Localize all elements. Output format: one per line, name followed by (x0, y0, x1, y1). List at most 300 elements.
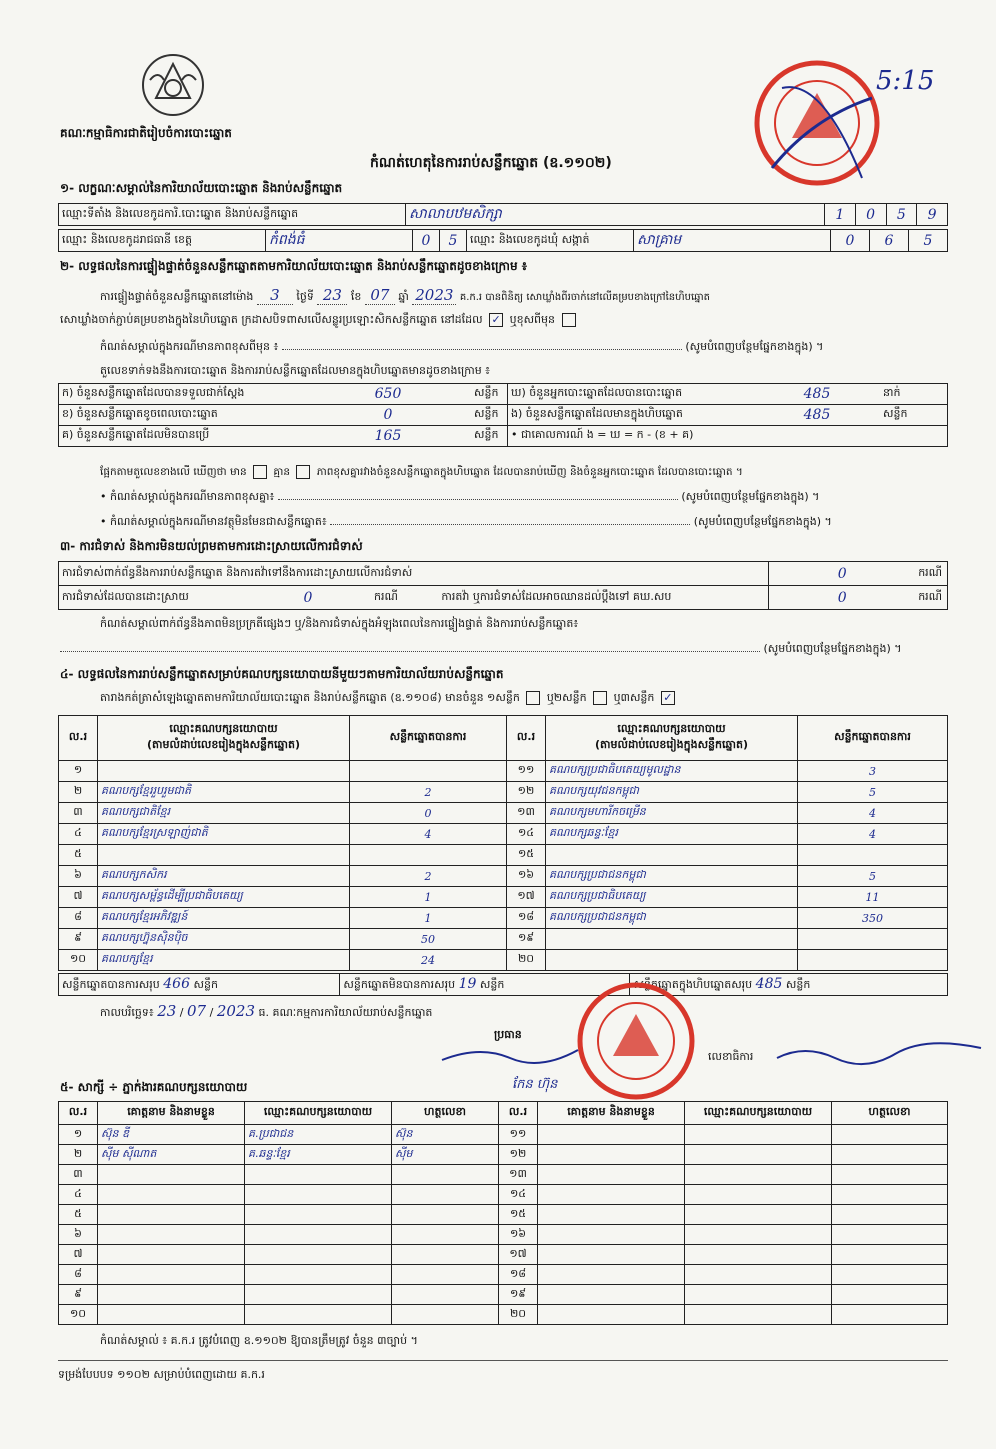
results-party-left: គណបក្សខ្មែរអភិវឌ្ឍន៍ (98, 908, 350, 929)
section3-fill (60, 642, 902, 658)
witness-party-right (685, 1285, 832, 1305)
different-checkbox[interactable] (562, 313, 576, 327)
formula-note: • ជាគោលការណ៍ ង = ឃ = ក - (ខ + គ) (508, 426, 948, 447)
total-box-value: 485 (755, 975, 783, 992)
note1-label: កំណត់សម្គាល់ក្នុងករណីមានភាពខុសពីមុន ៖ (100, 340, 279, 353)
witness-party-left (245, 1205, 392, 1225)
w-col-sig-right: ហត្ថលេខា (832, 1102, 948, 1125)
witness-sig-right (832, 1165, 948, 1185)
witness-no-left: ៩ (59, 1285, 98, 1305)
witness-party-left (245, 1185, 392, 1205)
witness-row (59, 1285, 948, 1305)
section2-line1 (100, 286, 710, 306)
bullet1-fill: (សូមបំពេញបន្ថែមផ្នែកខាងក្នុង) ។ (681, 490, 820, 503)
witness-name-right (538, 1285, 685, 1305)
count-a-label: ក) ចំនួនសន្លឹកឆ្នោតដែលបានទទួលជាក់ស្តែង (59, 384, 306, 405)
objection-row2-unit-text: ករណី (374, 589, 398, 603)
witness-name-left (98, 1265, 245, 1285)
results-votes-left: 4 (350, 824, 507, 845)
row1-value: សាលាបឋមសិក្សា (406, 204, 825, 226)
row1-code-2: 0 (855, 204, 886, 226)
stamp-time-note: 5:15 (876, 66, 935, 96)
section2-line2 (60, 313, 579, 329)
col-no-right: ល.រ (507, 716, 546, 761)
witness-name-left: ស៊ុន ឌី (98, 1125, 245, 1145)
date-line: កាលបរិច្ឆេទ៖ 23 / 07 / 2023 ធ. គណៈកម្មការការិយាល័យរាប់សន្លឹកឆ្នោត (100, 1002, 433, 1020)
witness-sig-left (392, 1205, 499, 1225)
results-no-right: ១២ (507, 782, 546, 803)
witness-no-right: ១៩ (499, 1285, 538, 1305)
section1-table-row2 (58, 229, 948, 252)
total-valid-unit: សន្លឹក (193, 977, 218, 991)
results-party-left: គណបក្សជាតិខ្មែរ (98, 803, 350, 824)
section2-bullet1 (100, 490, 819, 506)
total-invalid-value: 19 (458, 975, 477, 992)
witness-sig-left (392, 1265, 499, 1285)
date-label: កាលបរិច្ឆេទ៖ (100, 1006, 154, 1019)
official-stamp-top (752, 58, 882, 188)
date-year: 2023 (216, 1002, 255, 1020)
total-box-unit: សន្លឹក (785, 977, 811, 991)
col-no-left: ល.រ (59, 716, 98, 761)
witness-name-right (538, 1265, 685, 1285)
witness-no-right: ១១ (499, 1125, 538, 1145)
total-valid (59, 974, 340, 996)
objection-row1-unit: ករណី (915, 562, 947, 586)
results-votes-right: 3 (798, 761, 948, 782)
results-no-right: ២០ (507, 950, 546, 971)
witness-sig-right (832, 1285, 948, 1305)
witness-sig-left (392, 1185, 499, 1205)
results-votes-right: 5 (798, 866, 948, 887)
results-row (59, 908, 948, 929)
count-d-unit: នាក់ (880, 384, 948, 405)
witness-no-left: ៥ (59, 1205, 98, 1225)
results-row (59, 929, 948, 950)
date-day: 23 (157, 1002, 177, 1020)
counts-table (58, 383, 948, 447)
witness-no-right: ១៥ (499, 1205, 538, 1225)
witness-name-left (98, 1185, 245, 1205)
results-no-right: ១៥ (507, 845, 546, 866)
results-votes-left: 24 (350, 950, 507, 971)
objection-row2-value: 0 (245, 586, 371, 610)
results-no-left: ៧ (59, 887, 98, 908)
results-votes-right: 350 (798, 908, 948, 929)
witness-party-right (685, 1165, 832, 1185)
results-party-left: គណបក្សខ្មែររួបរួមជាតិ (98, 782, 350, 803)
witness-name-left (98, 1285, 245, 1305)
results-body (59, 761, 948, 971)
col-votes-right: សន្លឹកឆ្នោតបានការ (798, 716, 948, 761)
has-difference-checkbox[interactable] (253, 465, 267, 479)
section4-heading: ៤- លទ្ធផលនៃការរាប់សន្លឹកឆ្នោតសម្រាប់គណបក្សនយោបាយនីមួយៗតាមការិយាល័យរាប់សន្លឹកឆ្នោត (60, 667, 504, 681)
results-party-left (98, 761, 350, 782)
section2-after (100, 465, 743, 481)
chair-label: ប្រធាន (494, 1028, 522, 1041)
witness-party-left (245, 1225, 392, 1245)
witness-no-left: ៧ (59, 1245, 98, 1265)
section4-intro (100, 691, 678, 707)
line1-d: ឆ្នាំ (398, 290, 409, 303)
witness-party-right (685, 1305, 832, 1325)
results-no-left: ៦ (59, 866, 98, 887)
witness-no-left: ៣ (59, 1165, 98, 1185)
results-votes-left: 50 (350, 929, 507, 950)
results-votes-right (798, 929, 948, 950)
results-no-right: ១៧ (507, 887, 546, 908)
witness-row (59, 1185, 948, 1205)
total-valid-label: សន្លឹកឆ្នោតបានការសរុប (62, 977, 160, 991)
section3-fill-text: (សូមបំពេញបន្ថែមផ្នែកខាងក្នុង) ។ (763, 642, 902, 655)
witness-table (58, 1101, 948, 1325)
month-value: 07 (365, 286, 395, 305)
results-no-right: ១៤ (507, 824, 546, 845)
bullet2-line (330, 524, 690, 525)
three-sheet-checkbox[interactable]: ✓ (661, 691, 675, 705)
witness-party-right (685, 1185, 832, 1205)
count-b-unit: សន្លឹក (471, 405, 508, 426)
witness-name-left: ស៊ីម ស៊ីណាត (98, 1145, 245, 1165)
results-votes-right (798, 845, 948, 866)
witness-name-right (538, 1165, 685, 1185)
bullet1-line (278, 499, 678, 500)
witness-name-right (538, 1305, 685, 1325)
results-party-left (98, 845, 350, 866)
row2-code-1: 0 (413, 230, 440, 252)
results-no-left: ៣ (59, 803, 98, 824)
w-col-party-right: ឈ្មោះគណបក្សនយោបាយ (685, 1102, 832, 1125)
witness-party-left (245, 1245, 392, 1265)
objections-table (58, 561, 948, 610)
witness-name-right (538, 1185, 685, 1205)
results-party-right: គណបក្សប្រជាជនកម្ពុជា (546, 908, 798, 929)
section1-table (58, 203, 948, 226)
witness-sig-left (392, 1305, 499, 1325)
witness-party-left (245, 1265, 392, 1285)
count-e-unit: សន្លឹក (880, 405, 948, 426)
witness-party-right (685, 1225, 832, 1245)
results-votes-left: 2 (350, 866, 507, 887)
row2-label2: ឈ្មោះ និងលេខកូដឃុំ សង្កាត់ (467, 230, 634, 252)
objection-row1-value: 0 (769, 562, 916, 586)
footer-text: ទម្រង់បែបបទ ១១០២ សម្រាប់បំពេញដោយ គ.ក.រ (58, 1368, 265, 1381)
col-party-left-title: ឈ្មោះគណបក្សនយោបាយ (169, 722, 278, 735)
results-row (59, 887, 948, 908)
results-no-right: ១៨ (507, 908, 546, 929)
line2-text: សោឃ្លាំងចាក់ភ្ជាប់គម្របខាងក្នុងនៃហិបឆ្នោត ក្រដាសបិទពាសលើសន្លូរប្រឡោះសិកសន្លឹកឆ្នោត នៅដដែល (60, 313, 483, 326)
witness-no-left: ៤ (59, 1185, 98, 1205)
w-col-name-left: គោត្តនាម និងនាមខ្លួន (98, 1102, 245, 1125)
witness-row (59, 1165, 948, 1185)
results-party-right: គណបក្សប្រជាធិបតេយ្យ (546, 887, 798, 908)
objection-row1-label: ការជំទាស់ពាក់ព័ន្ធនឹងការរាប់សន្លឹកឆ្នោត និងការតវ៉ាទៅនឹងការដោះស្រាយលើការជំទាស់ (59, 562, 769, 586)
results-no-left: ២ (59, 782, 98, 803)
secretary-label: លេខាធិការ (708, 1050, 754, 1063)
objection-row2-unit (371, 586, 769, 610)
results-votes-left (350, 845, 507, 866)
section5-footnote: កំណត់សម្គាល់ ៖ គ.ក.រ ត្រូវបំពេញ ឧ.១១០២ ឱ្យបានត្រឹមត្រូវ ចំនួន ៣ច្បាប់ ។ (100, 1334, 418, 1347)
total-valid-value: 466 (163, 975, 190, 992)
witness-row (59, 1265, 948, 1285)
results-no-left: ៨ (59, 908, 98, 929)
witness-sig-right (832, 1205, 948, 1225)
after-b: គ្មាន (273, 466, 291, 478)
witness-no-right: ១២ (499, 1145, 538, 1165)
nec-emblem-icon (138, 50, 208, 120)
w-col-party-left: ឈ្មោះគណបក្សនយោបាយ (245, 1102, 392, 1125)
row1-code-4: 9 (917, 204, 948, 226)
w-col-no-right: ល.រ (499, 1102, 538, 1125)
witness-sig-left (392, 1285, 499, 1305)
witness-party-right (685, 1265, 832, 1285)
results-no-right: ១៣ (507, 803, 546, 824)
witness-sig-left: ស៊ុន (392, 1125, 499, 1145)
line1-e: គ.ក.រ បានពិនិត្យ សោឃ្លាំងពីរចាក់នៅលើគម្របខាងក្រៅនៃហិបឆ្នោត (459, 292, 711, 303)
witness-row (59, 1225, 948, 1245)
results-party-left: គណបក្សខ្មែរស្រឡាញ់ជាតិ (98, 824, 350, 845)
results-no-left: ១ (59, 761, 98, 782)
objection-row3-value: 0 (769, 586, 916, 610)
col-party-left-sub: (តាមលំដាប់លេខរៀងក្នុងសន្លឹកឆ្នោត) (147, 738, 300, 751)
witness-sig-left: ស៊ីម (392, 1145, 499, 1165)
results-no-left: ៤ (59, 824, 98, 845)
row2-code2-2: 6 (870, 230, 909, 252)
results-votes-right: 4 (798, 803, 948, 824)
results-party-left: គណបក្សខ្មែរ (98, 950, 350, 971)
org-name: គណៈកម្មាធិការជាតិរៀបចំការបោះឆ្នោត (60, 126, 232, 140)
count-b-value: 0 (305, 405, 471, 426)
count-c-value: 165 (305, 426, 471, 447)
section3-line (60, 651, 760, 652)
witness-no-left: ៦ (59, 1225, 98, 1245)
official-stamp-middle (575, 980, 697, 1102)
witness-row (59, 1145, 948, 1165)
witness-name-right (538, 1125, 685, 1145)
witness-party-right (685, 1145, 832, 1165)
count-d-value: 485 (754, 384, 880, 405)
after-c: ភាពខុសគ្នារវាងចំនួនសន្លឹកឆ្នោតក្នុងហិបឆ្នោត ដែលបានរាប់ឃើញ និងចំនួនអ្នកបោះឆ្នោត ដែលបានបោះឆ្នោត ។ (316, 466, 743, 478)
objection-row3-unit: ករណី (915, 586, 947, 610)
line2-or: ឬខុសពីមុន (509, 313, 555, 326)
section2-note1 (100, 340, 823, 356)
count-e-label: ង) ចំនួនសន្លឹកឆ្នោតដែលមានក្នុងហិបឆ្នោត (508, 405, 755, 426)
witness-sig-right (832, 1125, 948, 1145)
two-sheet-checkbox[interactable] (593, 691, 607, 705)
results-table (58, 715, 948, 971)
section2-line3: តួលេខទាក់ទងនឹងការបោះឆ្នោត និងការរាប់សន្លឹកឆ្នោតដែលមានក្នុងហិបឆ្នោតមានដូចខាងក្រោម ៖ (100, 364, 491, 377)
witness-party-left (245, 1165, 392, 1185)
day-value: 23 (317, 286, 347, 305)
w-col-name-right: គោត្តនាម និងនាមខ្លួន (538, 1102, 685, 1125)
col-party-right-sub: (តាមលំដាប់លេខរៀងក្នុងសន្លឹកឆ្នោត) (595, 738, 748, 751)
count-c-unit: សន្លឹក (471, 426, 508, 447)
results-votes-right (798, 950, 948, 971)
section3-note: កំណត់សម្គាល់ពាក់ព័ន្ធនឹងភាពមិនប្រក្រតីផ្សេងៗ ឬ/និងការជំទាស់ក្នុងអំឡុងពេលនៃការផ្ទៀងផ្ទាត់ និងការរាប់សន្លឹកឆ្នោត៖ (100, 617, 579, 630)
year-value: 2023 (412, 286, 456, 305)
results-row (59, 845, 948, 866)
bullet2-label: • កំណត់សម្គាល់ក្នុងករណីមានវត្ថុមិនមែនជាសន្លឹកឆ្នោត៖ (100, 515, 327, 528)
row2-label: ឈ្មោះ និងលេខកូដរាជធានី ខេត្ត (59, 230, 266, 252)
witness-no-right: ១៤ (499, 1185, 538, 1205)
count-d-label: ឃ) ចំនួនអ្នកបោះឆ្នោតដែលបានបោះឆ្នោត (508, 384, 755, 405)
witness-sig-right (832, 1185, 948, 1205)
results-row (59, 824, 948, 845)
intro-b: ឬ២សន្លឹក (546, 691, 587, 704)
witness-no-left: ១០ (59, 1305, 98, 1325)
results-votes-left: 0 (350, 803, 507, 824)
total-invalid-label: សន្លឹកឆ្នោតមិនបានការសរុប (343, 977, 456, 991)
one-sheet-checkbox[interactable] (526, 691, 540, 705)
same-checkbox[interactable]: ✓ (489, 313, 503, 327)
witness-no-right: ២០ (499, 1305, 538, 1325)
witness-party-right (685, 1245, 832, 1265)
witness-row (59, 1305, 948, 1325)
row2-code-2: 5 (440, 230, 467, 252)
witness-party-right (685, 1205, 832, 1225)
witness-no-right: ១៧ (499, 1245, 538, 1265)
witness-sig-right (832, 1145, 948, 1165)
witness-name-right (538, 1145, 685, 1165)
results-row (59, 866, 948, 887)
witness-party-left: គ.ឆន្ទៈខ្មែរ (245, 1145, 392, 1165)
witness-no-right: ១៣ (499, 1165, 538, 1185)
witness-party-right (685, 1125, 832, 1145)
totals-table (58, 973, 948, 996)
witness-no-left: ៨ (59, 1265, 98, 1285)
results-row (59, 950, 948, 971)
col-party-right-title: ឈ្មោះគណបក្សនយោបាយ (617, 722, 726, 735)
results-party-right: គណបក្សយុវជនកម្ពុជា (546, 782, 798, 803)
witness-sig-right (832, 1305, 948, 1325)
objection-row2-label: ការជំទាស់ដែលបានដោះស្រាយ (59, 586, 246, 610)
witness-party-left (245, 1305, 392, 1325)
col-party-left (98, 716, 350, 761)
total-invalid-unit: សន្លឹក (479, 977, 505, 991)
line1-b: ថ្ងៃទី (296, 290, 314, 303)
bullet2-fill: (សូមបំពេញបន្ថែមផ្នែកខាងក្នុង) ។ (693, 515, 832, 528)
results-votes-right: 4 (798, 824, 948, 845)
results-party-left: គណបក្សសម្ព័ន្ធដើម្បីប្រជាធិបតេយ្យ (98, 887, 350, 908)
results-no-right: ១៩ (507, 929, 546, 950)
objection-row3-label: ការតវ៉ា ឬការជំទាស់ដែលអាចឈានដល់ប្តឹងទៅ គឃ.សប (441, 589, 672, 603)
witness-no-right: ១៨ (499, 1265, 538, 1285)
witness-party-left (245, 1285, 392, 1305)
total-box-label: សន្លឹកឆ្នោតក្នុងហិបឆ្នោតសរុប (633, 977, 753, 991)
section1-heading: ១- លក្ខណៈសម្គាល់នៃការិយាល័យបោះឆ្នោត និងរាប់សន្លឹកឆ្នោត (60, 181, 343, 195)
row1-code-1: 1 (825, 204, 856, 226)
intro-text: តារាងកត់ត្រាសំឡេងឆ្នោតតាមការិយាល័យបោះឆ្នោត និងរាប់សន្លឹកឆ្នោត (ឧ.១១០៨) មានចំនួន ១សន្លឹក (100, 691, 520, 704)
results-party-right: គណបក្សឆន្ទៈខ្មែរ (546, 824, 798, 845)
witness-name-left (98, 1225, 245, 1245)
witness-no-left: ២ (59, 1145, 98, 1165)
results-row (59, 782, 948, 803)
results-no-left: ៩ (59, 929, 98, 950)
count-a-value: 650 (305, 384, 471, 405)
results-party-right: គណបក្សប្រជាធិបតេយ្យមូលដ្ឋាន (546, 761, 798, 782)
date-month: 07 (187, 1002, 207, 1020)
section2-bullet2 (100, 515, 832, 531)
col-votes-left: សន្លឹកឆ្នោតបានការ (350, 716, 507, 761)
results-no-left: ១០ (59, 950, 98, 971)
line1-c: ខែ (350, 290, 362, 303)
witness-sig-right (832, 1225, 948, 1245)
witness-name-right (538, 1205, 685, 1225)
results-no-left: ៥ (59, 845, 98, 866)
form-title: កំណត់ហេតុនៃការរាប់សន្លឹកឆ្នោត (ឧ.១១០២) (370, 155, 612, 171)
witness-name-right (538, 1245, 685, 1265)
witness-no-left: ១ (59, 1125, 98, 1145)
no-difference-checkbox[interactable] (296, 465, 310, 479)
results-no-right: ១១ (507, 761, 546, 782)
results-votes-left: 1 (350, 887, 507, 908)
section2-heading: ២- លទ្ធផលនៃការផ្ទៀងផ្ទាត់ចំនួនសន្លឹកឆ្នោតតាមការិយាល័យបោះឆ្នោត និងរាប់សន្លឹកឆ្នោតដូចខាងក្រោម ៖ (60, 259, 528, 273)
results-party-left: គណបក្សកសិករ (98, 866, 350, 887)
witness-row (59, 1205, 948, 1225)
bullet1-label: • កំណត់សម្គាល់ក្នុងករណីមានភាពខុសគ្នា៖ (100, 490, 275, 503)
section3-heading: ៣- ការជំទាស់ និងការមិនយល់ព្រមតាមការដោះស្រាយលើការជំទាស់ (60, 539, 363, 553)
count-b-label: ខ) ចំនួនសន្លឹកឆ្នោតខូចពេលបោះឆ្នោត (59, 405, 306, 426)
note1-fill: (សូមបំពេញបន្ថែមផ្នែកខាងក្នុង) ។ (685, 340, 824, 353)
col-party-right (546, 716, 798, 761)
witness-party-left: គ.ប្រជាជន (245, 1125, 392, 1145)
results-party-right (546, 845, 798, 866)
results-row (59, 803, 948, 824)
witness-sig-left (392, 1225, 499, 1245)
results-party-right: គណបក្សប្រជាជនកម្ពុជា (546, 866, 798, 887)
witness-name-left (98, 1305, 245, 1325)
count-c-label: គ) ចំនួនសន្លឹកឆ្នោតដែលមិនបានប្រើ (59, 426, 306, 447)
results-row (59, 761, 948, 782)
witness-name-right (538, 1225, 685, 1245)
row2-code2-1: 0 (831, 230, 870, 252)
line1-a: ការផ្ទៀងផ្ទាត់ចំនួនសន្លឹកឆ្នោតនៅម៉ោង (100, 290, 254, 303)
count-a-unit: សន្លឹក (471, 384, 508, 405)
chair-name: កែន ហ៊ុន (512, 1077, 558, 1092)
results-votes-left: 1 (350, 908, 507, 929)
results-party-right (546, 929, 798, 950)
witness-sig-left (392, 1245, 499, 1265)
footer-rule (58, 1360, 948, 1361)
row1-label: ឈ្មោះទីតាំង និងលេខកូដការិ.បោះឆ្នោត និងរាប់សន្លឹកឆ្នោត (59, 204, 406, 226)
results-party-right: គណបក្សមហារីកចម្រើន (546, 803, 798, 824)
witness-no-right: ១៦ (499, 1225, 538, 1245)
count-e-value: 485 (754, 405, 880, 426)
section5-heading: ៥- សាក្សី ÷ ភ្នាក់ងារគណបក្សនយោបាយ (60, 1080, 248, 1094)
time-value: 3 (257, 286, 293, 305)
witness-sig-right (832, 1265, 948, 1285)
w-col-sig-left: ហត្ថលេខា (392, 1102, 499, 1125)
date-tail: ធ. គណៈកម្មការការិយាល័យរាប់សន្លឹកឆ្នោត (258, 1006, 433, 1019)
row2-code2-3: 5 (909, 230, 948, 252)
results-votes-left: 2 (350, 782, 507, 803)
row1-code-3: 5 (886, 204, 917, 226)
results-party-left: គណបក្សហ្វ៊ុនស៊ិនប៉ិច (98, 929, 350, 950)
witness-name-left (98, 1205, 245, 1225)
w-col-no-left: ល.រ (59, 1102, 98, 1125)
intro-c: ឬ៣សន្លឹក (613, 691, 655, 704)
witness-sig-right (832, 1245, 948, 1265)
row2-value: កំពង់ធំ (266, 230, 413, 252)
secretary-signature (775, 1040, 985, 1068)
after-a: ផ្អែកតាមតួលេខខាងលើ ឃើញថា មាន (100, 466, 247, 478)
witness-row (59, 1245, 948, 1265)
chair-signature (440, 1040, 580, 1070)
witness-sig-left (392, 1165, 499, 1185)
note1-line (282, 349, 682, 350)
witness-name-left (98, 1245, 245, 1265)
row2-value2: សាគ្រាម (634, 230, 831, 252)
